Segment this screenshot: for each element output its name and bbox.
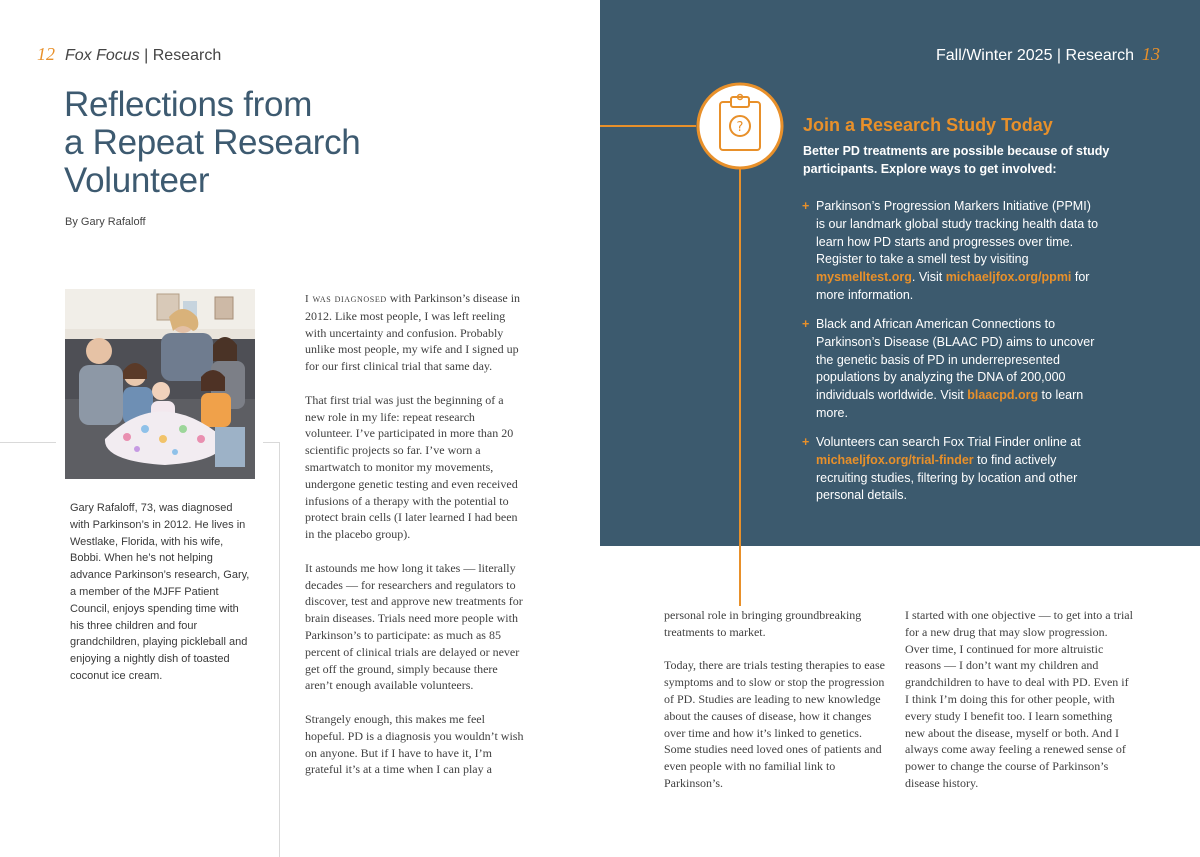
title-line: Volunteer [64, 161, 210, 200]
paragraph: I was diagnosed with Parkinson’s disease in 2012. Like most people, I was left reeling with uncertainty and confusion. Probably unlike most people, my wife and I signed up for our first clinical trial that same day. [305, 291, 521, 374]
magazine-name: Fox Focus [65, 47, 140, 64]
link-trial-finder[interactable]: michaeljfox.org/trial-finder [816, 452, 974, 467]
paragraph: Today, there are trials testing therapies to ease symptoms and to slow or stop the progression of PD. Studies are leading to new knowledge about the causes of disease, how it changes over time and how it’s linked to genetics. Some studies need loved ones of patients and even people with no familial link to Parkinson’s. [664, 658, 885, 790]
column-divider [279, 442, 280, 857]
article-title [64, 86, 404, 200]
sidebar-item-ppmi: + Parkinson’s Progression Markers Initiative (PPMI) is our landmark global study tracking health data to learn how PD starts and progresses over time. Register to take a smell test by visiting mysmelltest.org. Visit michaeljfox.org/ppmi for more information. [802, 199, 1099, 302]
family-photo [65, 289, 255, 479]
body-column-1 [305, 290, 525, 795]
link-blaacpd[interactable]: blaacpd.org [967, 388, 1039, 403]
paragraph: Strangely enough, this makes me feel hopeful. PD is a diagnosis you wouldn’t wish on anyone. But if I have to have it, I’m grateful it’s at a time when I can play a [305, 711, 524, 777]
title-line: a Repeat Research [64, 123, 361, 162]
paragraph: personal role in bringing groundbreaking treatments to market. [664, 608, 862, 639]
sidebar-title: Join a Research Study Today [803, 115, 1053, 135]
title-line: Reflections from [64, 85, 313, 124]
connector-lines [600, 0, 1200, 620]
right-page-header: Fall/Winter 2025 | Research 13 [935, 44, 1160, 64]
right-page-number: 13 [1142, 44, 1160, 64]
clipboard-question-icon [696, 82, 784, 170]
link-ppmi[interactable]: michaeljfox.org/ppmi [945, 270, 1072, 285]
left-section-name: Research [152, 47, 222, 64]
plus-icon: + [802, 199, 810, 213]
paragraph: It astounds me how long it takes — literally decades — for researchers and regulators to discover, test and approve new treatments for brain diseases. Trials need more people with Parkinson’s to participate: as much as 85 percent of clinical trials are delayed or never get off the ground, simply because there aren’t enough available volunteers. [305, 560, 523, 693]
lead-in: I was diagnosed [305, 293, 387, 305]
right-section-name: Research [1065, 47, 1134, 64]
left-page-number: 12 [37, 44, 55, 64]
body-column-2 [664, 607, 892, 809]
svg-text:?: ? [736, 120, 744, 135]
caption-rule-right [263, 442, 279, 443]
paragraph: That first trial was just the beginning of a new role in my life: repeat research volunteer. I’ve participated in more than 20 scientific projects so far. I’ve worn a smartwatch to monitor my movements, undergone genetic testing and even received infusions of a therapy with the potential to protect brain cells (I later learned I had been in the placebo group). [305, 392, 518, 542]
link-mysmelltest[interactable]: mysmelltest.org [816, 270, 912, 285]
photo-caption: Gary Rafaloff, 73, was diagnosed with Parkinson’s in 2012. He lives in Westlake, Florida, with his wife, Bobbi. When he’s not helping advance Parkinson’s research, Gary, a member of the MJFF Patient Council, enjoys spending time with his three children and four grandchildren, playing pickleball and enjoying a nightly dish of toasted coconut ice cream. [70, 502, 250, 682]
body-column-3 [905, 607, 1133, 809]
left-page-header [37, 44, 221, 65]
sidebar-item-trial-finder: + Volunteers can search Fox Trial Finder online at michaeljfox.org/trial-finder to find actively recruiting studies, filtering by location and other personal details. [802, 435, 1081, 503]
sidebar-intro: Better PD treatments are possible because of study participants. Explore ways to get involved: [803, 144, 1110, 176]
plus-icon: + [802, 435, 810, 449]
paragraph: I started with one objective — to get into a trial for a new drug that may slow progression. Over time, I continued for more altruistic reasons — I don’t want my children and grandchildren to have to deal with PD. Even if I think I’m doing this for other people, with every study I benefit too. I learn something new about the disease, myself or both. And I always come away feeling a renewed sense of power to change the course of Parkinson’s disease history. [905, 608, 1133, 790]
byline: By Gary Rafaloff [65, 216, 146, 228]
issue-name: Fall/Winter 2025 [935, 47, 1053, 64]
plus-icon: + [802, 317, 810, 331]
caption-rule-left [0, 442, 56, 443]
sidebar-item-blaac: + Black and African American Connections to Parkinson’s Disease (BLAAC PD) aims to uncover the genetic basis of PD in underrepresented populations by analyzing the DNA of 200,000 individuals worldwide. Visit blaacpd.org to learn more. [802, 317, 1095, 420]
header-separator: | [139, 47, 153, 64]
